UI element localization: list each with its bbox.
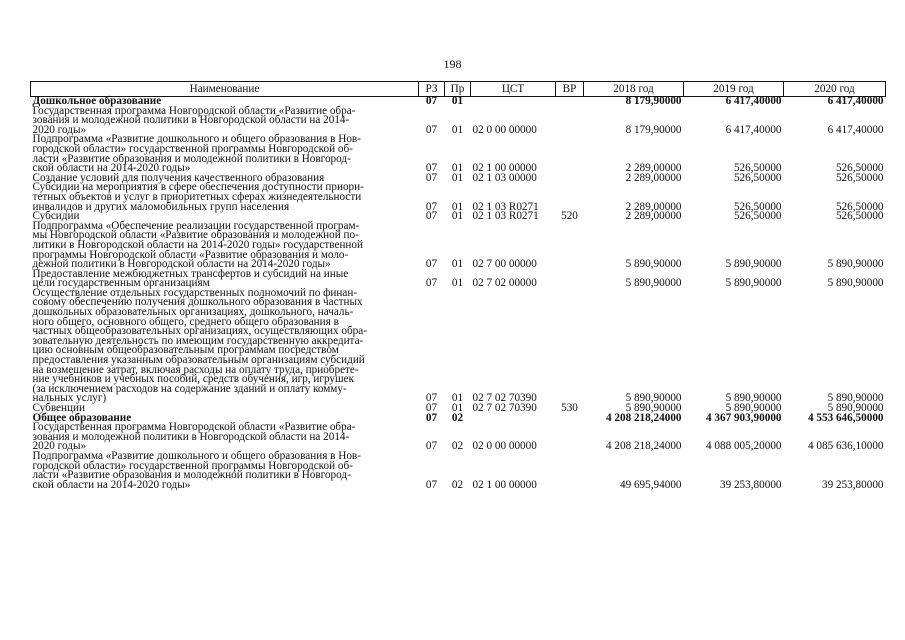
row-rz: 07: [425, 411, 438, 424]
row-name-line: ного общего, основного общего, среднего общего образования в: [32, 315, 339, 328]
row-vr: 530: [561, 402, 578, 414]
header-vr: ВР: [556, 82, 584, 97]
row-2020: 5 890,90000: [827, 277, 884, 290]
row-name: [31, 183, 419, 212]
row-pr: 01: [451, 123, 464, 136]
row-2019: 526,50000: [733, 200, 782, 213]
header-pr: Пр: [445, 82, 471, 97]
row-cst: [471, 414, 556, 424]
row-rz: 07: [425, 123, 438, 136]
row-2019: 526,50000: [733, 210, 782, 223]
row-name: [31, 286, 419, 405]
row-name-line: городской области» государственной программы Новгородской об-: [32, 142, 353, 155]
row-2019: 5 890,90000: [725, 277, 782, 290]
row-name-line: Государственная программа Новгородской области «Развитие обра-: [32, 421, 356, 434]
row-2018: 2 289,00000: [625, 171, 682, 184]
row-vr: [556, 107, 584, 136]
row-2020: 6 417,40000: [827, 95, 884, 107]
table-row: [31, 183, 886, 212]
row-name-line: Субвенции: [32, 402, 85, 414]
row-2018: 4 208 218,24000: [605, 440, 682, 453]
row-name-line: зования и молодежной политики в Новгородской области на 2014-: [32, 430, 350, 443]
row-cst: 02 0 00 00000: [472, 123, 537, 136]
row-pr: 02: [451, 440, 464, 453]
table-row: [31, 135, 886, 173]
row-name-line: Осуществление отдельных государственных полномочий по финан-: [32, 286, 358, 299]
header-2020: 2020 год: [784, 82, 886, 97]
row-name-line: Подпрограмма «Развитие дошкольного и общего образования в Нов-: [32, 133, 361, 146]
row-2019: 4 367 903,90000: [705, 411, 782, 424]
row-name-line: литики в Новгородской области на 2014-2020 годы» государственной: [32, 238, 363, 251]
row-2020: 4 085 636,10000: [807, 440, 884, 453]
row-cst: 02 1 03 00000: [472, 171, 537, 184]
row-cst: 02 7 02 00000: [472, 277, 537, 290]
row-2020: 4 553 646,50000: [807, 411, 884, 424]
row-vr: [556, 289, 584, 404]
table-row: [31, 423, 886, 452]
row-name-line: ласти «Развитие образования и молодежной политики в Новгород-: [32, 152, 351, 165]
row-rz: 07: [425, 392, 438, 405]
row-cst: 02 1 03 R0271: [472, 200, 539, 213]
row-2019: 6 417,40000: [725, 123, 782, 136]
header-rz: РЗ: [419, 82, 445, 97]
row-name-line: городской области» государственной программы Новгородской об-: [32, 459, 353, 472]
row-vr: [556, 270, 584, 289]
row-name-line: зовательную деятельность по имеющим государственную аккредита-: [32, 334, 364, 347]
row-vr: [556, 222, 584, 270]
header-2018: 2018 год: [584, 82, 684, 97]
row-name-line: инвалидов и других маломобильных групп населения: [32, 200, 290, 213]
row-rz: 07: [425, 171, 438, 184]
header-name: Наименование: [31, 82, 419, 97]
row-2018: 2 289,00000: [625, 200, 682, 213]
row-name-line: Общее образование: [32, 411, 132, 424]
row-vr: [556, 423, 584, 452]
row-name-line: дошкольных образовательных организациях, дошкольного, началь-: [32, 306, 354, 319]
row-name-line: мы Новгородской области «Развитие образования и молодежной по-: [32, 229, 359, 242]
row-name-line: Создание условий для получения качественного образования: [32, 171, 325, 184]
row-rz: 07: [425, 258, 438, 271]
row-2019: 4 088 005,20000: [705, 440, 782, 453]
row-2019: 526,50000: [733, 171, 782, 184]
row-vr: [556, 135, 584, 173]
row-name-line: нальных услуг): [32, 392, 107, 405]
row-name-line: ской области на 2014-2020 годы»: [32, 478, 191, 491]
row-vr: 520: [561, 210, 578, 223]
row-name-line: зования и молодежной политики в Новгородской области на 2014-: [32, 114, 350, 127]
row-name-line: Дошкольное образование: [32, 95, 162, 107]
row-name: [31, 135, 419, 173]
row-name-line: предоставления указанным образовательным организациям субсидий: [32, 354, 365, 367]
row-2020: 39 253,80000: [821, 478, 884, 491]
table-row: [31, 452, 886, 490]
row-vr: [556, 97, 584, 107]
row-name-line: ласти «Развитие образования и молодежной политики в Новгород-: [32, 469, 351, 482]
row-cst: 02 1 03 R0271: [472, 210, 539, 223]
row-2020: 526,50000: [835, 200, 884, 213]
row-name-line: дежной политики в Новгородской области на 2014-2020 годы»: [32, 258, 331, 271]
row-name: [31, 423, 419, 452]
row-name-line: на возмещение затрат, включая расходы на оплату труда, приобрете-: [32, 363, 359, 376]
row-2018: 8 179,90000: [625, 123, 682, 136]
row-rz: 07: [425, 402, 438, 414]
row-cst: 02 7 02 70390: [472, 392, 537, 405]
row-2019: 526,50000: [733, 162, 782, 175]
row-name-line: цию основным общеобразовательным программам посредством: [32, 344, 339, 357]
row-pr: 01: [451, 162, 464, 175]
row-2018: 4 208 218,24000: [605, 411, 682, 424]
row-2019: 39 253,80000: [719, 478, 782, 491]
row-cst: 02 1 00 00000: [472, 478, 537, 491]
row-pr: 01: [451, 392, 464, 405]
table-row: [31, 222, 886, 270]
row-pr: 01: [451, 258, 464, 271]
row-2020: 526,50000: [835, 210, 884, 223]
row-2019: 5 890,90000: [725, 402, 782, 414]
row-rz: 07: [425, 210, 438, 223]
row-2020: 5 890,90000: [827, 392, 884, 405]
row-name-line: Подпрограмма «Развитие дошкольного и общего образования в Нов-: [32, 449, 361, 462]
table-row: [31, 289, 886, 404]
row-name-line: частных общеобразовательных организациях, осуществляющих обра-: [32, 325, 367, 338]
row-pr: 02: [451, 478, 464, 491]
row-2020: 5 890,90000: [827, 402, 884, 414]
row-rz: 07: [425, 277, 438, 290]
row-2018: 5 890,90000: [625, 258, 682, 271]
row-rz: 07: [425, 95, 438, 107]
row-rz: 07: [425, 478, 438, 491]
header-2019: 2019 год: [684, 82, 784, 97]
row-name-line: программы Новгородской области «Развитие образования и моло-: [32, 248, 349, 261]
row-rz: 07: [425, 200, 438, 213]
header-cst: ЦСТ: [471, 82, 556, 97]
row-vr: [556, 183, 584, 212]
row-2019: 5 890,90000: [725, 258, 782, 271]
row-name-line: тетных объектов и услуг в приоритетных сферах жизнедеятельности: [32, 190, 362, 203]
row-pr: 02: [451, 411, 464, 424]
row-rz: 07: [425, 440, 438, 453]
row-cst: 02 7 00 00000: [472, 258, 537, 271]
row-2018: 5 890,90000: [625, 277, 682, 290]
row-name: [31, 449, 419, 491]
table-body: [31, 97, 886, 491]
row-2018: 49 695,94000: [619, 478, 682, 491]
row-2018: 5 890,90000: [625, 402, 682, 414]
row-pr: 01: [451, 200, 464, 213]
row-name-line: 2020 годы»: [32, 123, 87, 136]
row-2018: 2 289,00000: [625, 162, 682, 175]
row-pr: 01: [451, 277, 464, 290]
row-cst: 02 0 00 00000: [472, 440, 537, 453]
row-cst: [471, 97, 556, 107]
row-name-line: Государственная программа Новгородской области «Развитие обра-: [32, 104, 356, 117]
row-pr: 01: [451, 171, 464, 184]
row-name: [31, 219, 419, 271]
row-pr: 01: [451, 210, 464, 223]
row-pr: 01: [451, 402, 464, 414]
row-2020: 526,50000: [835, 162, 884, 175]
row-pr: 01: [451, 95, 464, 107]
row-name-line: цели государственным организациям: [32, 277, 210, 290]
row-vr: [556, 452, 584, 490]
page-number: 198: [443, 57, 462, 71]
row-name-line: 2020 годы»: [32, 440, 87, 453]
row-vr: [556, 414, 584, 424]
row-2019: 5 890,90000: [725, 392, 782, 405]
row-2018: 5 890,90000: [625, 392, 682, 405]
row-2020: 5 890,90000: [827, 258, 884, 271]
row-name-line: Субсидии на мероприятия в сфере обеспечения доступности приори-: [32, 181, 364, 194]
row-name-line: совому обеспечению получения дошкольного образования в частных: [32, 296, 363, 309]
row-2018: 8 179,90000: [625, 95, 682, 107]
row-name-line: Подпрограмма «Обеспечение реализации государственной програм-: [32, 219, 360, 232]
row-cst: 02 7 02 70390: [472, 402, 537, 414]
table-row: [31, 270, 886, 289]
row-rz: 07: [425, 162, 438, 175]
row-name-line: (за исключением расходов на содержание зданий и оплату комму-: [32, 382, 347, 395]
row-name: [31, 267, 419, 290]
row-name-line: Субсидии: [32, 210, 80, 223]
row-2020: 526,50000: [835, 171, 884, 184]
row-2020: 6 417,40000: [827, 123, 884, 136]
row-name-line: ской области на 2014-2020 годы»: [32, 162, 191, 175]
row-name-line: Предоставление межбюджетных трансфертов и субсидий на иные: [32, 267, 349, 280]
table-row: [31, 107, 886, 136]
row-cst: 02 1 00 00000: [472, 162, 537, 175]
row-2019: 6 417,40000: [725, 95, 782, 107]
budget-table: [30, 81, 886, 490]
row-2018: 2 289,00000: [625, 210, 682, 223]
row-name: [31, 104, 419, 136]
row-vr: [556, 174, 584, 184]
row-name-line: ние учебников и учебных пособий, средств обучения, игр, игрушек: [32, 373, 355, 386]
